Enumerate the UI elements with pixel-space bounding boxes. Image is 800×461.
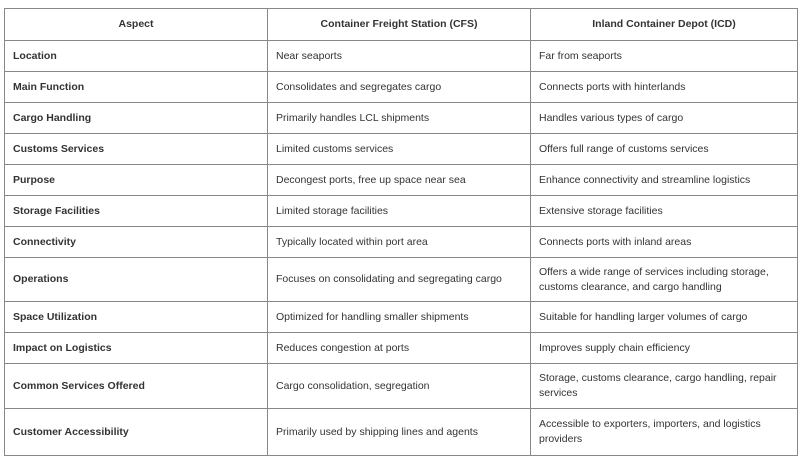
aspect-cell: Location: [5, 41, 268, 72]
aspect-cell: Purpose: [5, 165, 268, 196]
aspect-cell: Customer Accessibility: [5, 409, 268, 456]
table-row: [5, 196, 798, 227]
table-row: [5, 409, 798, 456]
aspect-cell: Cargo Handling: [5, 103, 268, 134]
aspect-cell: Impact on Logistics: [5, 333, 268, 364]
cfs-cell: Primarily used by shipping lines and agents: [268, 409, 531, 456]
aspect-cell: Space Utilization: [5, 302, 268, 333]
icd-cell: Connects ports with inland areas: [531, 227, 798, 258]
table-row: [5, 364, 798, 409]
icd-cell: Extensive storage facilities: [531, 196, 798, 227]
header-cfs: Container Freight Station (CFS): [268, 9, 531, 41]
header-aspect: Aspect: [5, 9, 268, 41]
aspect-cell: Connectivity: [5, 227, 268, 258]
cfs-cell: Reduces congestion at ports: [268, 333, 531, 364]
aspect-cell: Operations: [5, 258, 268, 302]
cfs-cell: Optimized for handling smaller shipments: [268, 302, 531, 333]
cfs-cell: Focuses on consolidating and segregating cargo: [268, 258, 531, 302]
aspect-cell: Common Services Offered: [5, 364, 268, 409]
table-row: [5, 72, 798, 103]
header-icd: Inland Container Depot (ICD): [531, 9, 798, 41]
table-row: [5, 302, 798, 333]
table-row: [5, 41, 798, 72]
cfs-cell: Limited storage facilities: [268, 196, 531, 227]
table-row: [5, 103, 798, 134]
icd-cell: Connects ports with hinterlands: [531, 72, 798, 103]
icd-cell: Offers full range of customs services: [531, 134, 798, 165]
cfs-cell: Typically located within port area: [268, 227, 531, 258]
comparison-table: [4, 8, 798, 456]
cfs-cell: Primarily handles LCL shipments: [268, 103, 531, 134]
table-row: [5, 258, 798, 302]
cfs-cell: Consolidates and segregates cargo: [268, 72, 531, 103]
icd-cell: Handles various types of cargo: [531, 103, 798, 134]
icd-cell: Offers a wide range of services including storage, customs clearance, and cargo handling: [531, 258, 798, 302]
cfs-cell: Limited customs services: [268, 134, 531, 165]
aspect-cell: Main Function: [5, 72, 268, 103]
icd-cell: Far from seaports: [531, 41, 798, 72]
aspect-cell: Storage Facilities: [5, 196, 268, 227]
icd-cell: Improves supply chain efficiency: [531, 333, 798, 364]
table-row: [5, 227, 798, 258]
icd-cell: Suitable for handling larger volumes of cargo: [531, 302, 798, 333]
icd-cell: Accessible to exporters, importers, and logistics providers: [531, 409, 798, 456]
header-row: [5, 9, 798, 41]
cfs-cell: Decongest ports, free up space near sea: [268, 165, 531, 196]
icd-cell: Storage, customs clearance, cargo handling, repair services: [531, 364, 798, 409]
cfs-cell: Near seaports: [268, 41, 531, 72]
table-row: [5, 165, 798, 196]
aspect-cell: Customs Services: [5, 134, 268, 165]
cfs-cell: Cargo consolidation, segregation: [268, 364, 531, 409]
table-row: [5, 134, 798, 165]
icd-cell: Enhance connectivity and streamline logistics: [531, 165, 798, 196]
table-row: [5, 333, 798, 364]
